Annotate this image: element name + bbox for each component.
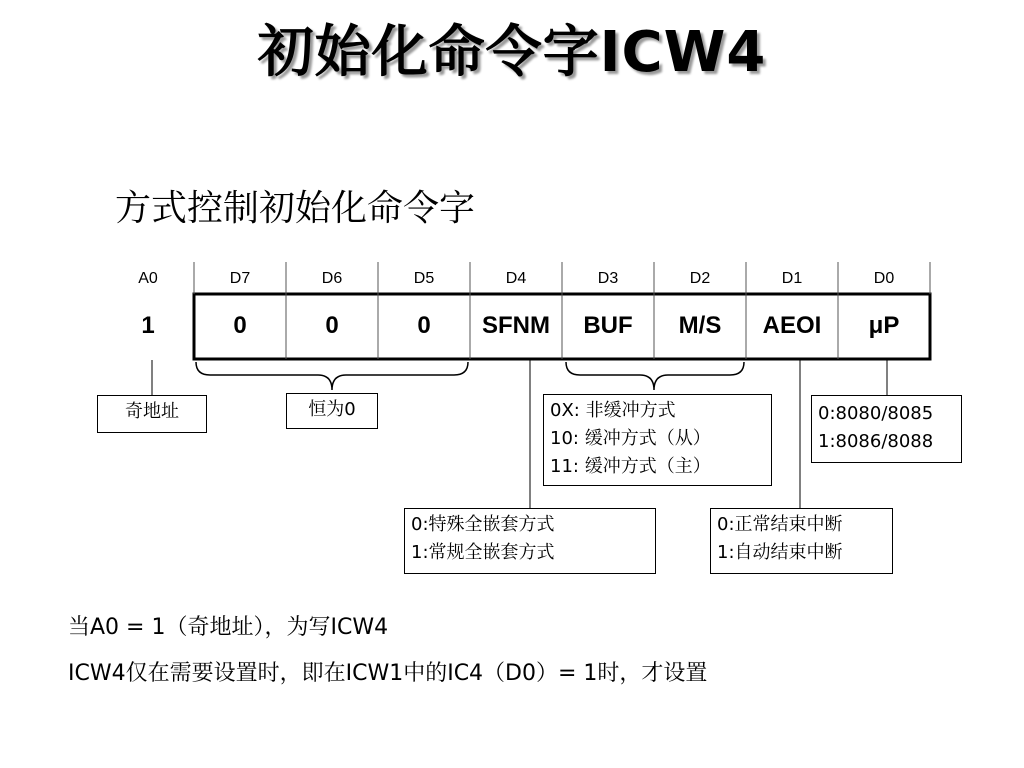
header-a0: A0 [138, 270, 158, 287]
always-zero-box [286, 393, 378, 429]
note-icw4-condition: ICW4仅在需要设置时，即在ICW1中的IC4（D0）= 1时，才设置 [68, 661, 708, 686]
up-line-1: 0:8080/8085 [818, 403, 934, 424]
brace-d7-d5 [196, 362, 468, 390]
sfnm-line-1: 0:特殊全嵌套方式 [411, 514, 555, 535]
value-d4-sfnm: SFNM [482, 312, 550, 339]
up-box [811, 395, 962, 463]
value-d7: 0 [233, 312, 247, 339]
sfnm-box [404, 508, 656, 574]
buf-ms-line-2: 10: 缓冲方式（从） [550, 428, 711, 449]
header-d6: D6 [321, 270, 343, 287]
page-title: 初始化命令字ICW4 [257, 20, 767, 85]
header-d2: D2 [689, 270, 711, 287]
note-write-icw4: 当A0 = 1（奇地址），为写ICW4 [68, 615, 389, 640]
header-d0: D0 [873, 270, 895, 287]
buf-ms-line-3: 11: 缓冲方式（主） [550, 456, 711, 477]
header-d5: D5 [413, 270, 435, 287]
header-d4: D4 [505, 270, 527, 287]
value-d3-buf: BUF [583, 312, 633, 339]
section-subtitle: 方式控制初始化命令字 [115, 188, 476, 229]
brace-d3-d2 [566, 362, 744, 390]
header-d3: D3 [597, 270, 619, 287]
aeoi-box [710, 508, 893, 574]
value-d0-up: μP [868, 312, 900, 339]
odd-address-box [97, 395, 207, 433]
value-d6: 0 [325, 312, 339, 339]
odd-address-label: 奇地址 [125, 401, 179, 422]
buf-ms-line-1: 0X: 非缓冲方式 [550, 400, 676, 421]
aeoi-line-2: 1:自动结束中断 [717, 542, 843, 563]
always-zero-label: 恒为0 [308, 399, 356, 420]
value-d5: 0 [417, 312, 431, 339]
value-a0: 1 [141, 312, 155, 339]
aeoi-line-1: 0:正常结束中断 [717, 514, 843, 535]
header-d7: D7 [229, 270, 251, 287]
value-d1-aeoi: AEOI [762, 312, 822, 339]
header-d1: D1 [781, 270, 803, 287]
value-d2-ms: M/S [678, 312, 722, 339]
buf-ms-box [543, 394, 772, 486]
up-line-2: 1:8086/8088 [818, 431, 934, 452]
sfnm-line-2: 1:常规全嵌套方式 [411, 542, 555, 563]
